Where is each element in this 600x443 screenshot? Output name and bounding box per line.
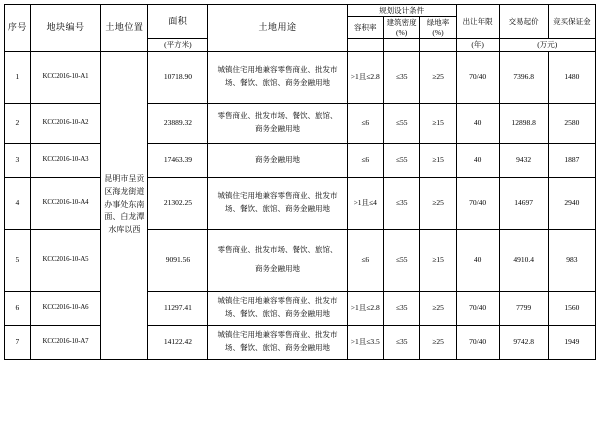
cell-area: 21302.25 (148, 177, 208, 229)
cell-location: 昆明市呈贡区海龙街道办事处东南面、白龙潭水库以西 (101, 51, 148, 359)
header-deposit-label: 竞买保证金 (553, 16, 591, 26)
cell-green: ≥25 (420, 51, 456, 103)
cell-term: 70/40 (456, 325, 499, 359)
header-term-label: 出让年限 (462, 16, 493, 26)
header-far-label: 容积率 (354, 23, 377, 33)
header-seq (5, 5, 31, 52)
cell-deposit: 2940 (548, 177, 595, 229)
table-row (5, 177, 596, 229)
cell-use-line: 商务金融用地 (254, 124, 300, 133)
cell-term: 40 (456, 103, 499, 143)
cell-code: KCC2016-10-A1 (30, 51, 101, 103)
cell-code: KCC2016-10-A2 (30, 103, 101, 143)
header-green (420, 17, 456, 39)
cell-term: 40 (456, 143, 499, 177)
cell-area: 10718.90 (148, 51, 208, 103)
header-seq-label: 序号 (7, 22, 27, 33)
cell-coverage: ≤35 (383, 325, 419, 359)
header-term (456, 5, 499, 39)
cell-deposit: 1887 (548, 143, 595, 177)
table-body (5, 51, 596, 359)
header-money-unit-cell (499, 39, 595, 51)
table-row (5, 229, 596, 291)
header-area (148, 5, 208, 39)
cell-use (208, 291, 347, 325)
cell-use-line: 场、餐饮、旅馆、商务金融用地 (224, 309, 330, 318)
cell-price: 4910.4 (499, 229, 548, 291)
cell-far: ≤6 (347, 103, 383, 143)
cell-use-line: 城镇住宅用地兼容零售商业、批发市 (217, 330, 338, 340)
table-row (5, 325, 596, 359)
header-money-unit: (万元) (537, 40, 558, 50)
cell-term: 70/40 (456, 291, 499, 325)
table-row (5, 51, 596, 103)
header-coverage-unit: (%) (396, 27, 408, 37)
table-row (5, 143, 596, 177)
cell-use-line: 零售商业、批发市场、餐饮、旅馆、 (217, 245, 338, 255)
cell-use-line: 商务金融用地 (254, 264, 300, 273)
cell-far: >1且≤2.8 (347, 51, 383, 103)
header-area-unit: (平方米) (164, 40, 192, 50)
cell-price: 14697 (499, 177, 548, 229)
header-planning-label: 规划设计条件 (379, 6, 425, 15)
cell-area: 9091.56 (148, 229, 208, 291)
header-green-unit-cell (420, 39, 456, 51)
cell-term: 70/40 (456, 51, 499, 103)
cell-use-line: 场、餐饮、旅馆、商务金融用地 (224, 78, 330, 87)
cell-deposit: 1480 (548, 51, 595, 103)
cell-use-line: 场、餐饮、旅馆、商务金融用地 (224, 204, 330, 213)
header-code-label: 地块编号 (46, 22, 85, 33)
header-use-label: 土地用途 (258, 22, 297, 33)
header-green-label: 绿地率 (426, 18, 450, 28)
cell-far: ≤6 (347, 143, 383, 177)
cell-use (208, 103, 347, 143)
cell-term: 70/40 (456, 177, 499, 229)
cell-green: ≥15 (420, 103, 456, 143)
cell-green: ≥25 (420, 291, 456, 325)
header-green-unit: (%) (432, 27, 444, 37)
cell-price: 7396.8 (499, 51, 548, 103)
header-term-unit: (年) (471, 40, 484, 50)
header-area-label: 面积 (168, 15, 188, 26)
cell-use (208, 229, 347, 291)
cell-seq: 7 (5, 325, 31, 359)
cell-seq: 6 (5, 291, 31, 325)
header-area-unit-cell (148, 39, 208, 51)
cell-code: KCC2016-10-A4 (30, 177, 101, 229)
cell-green: ≥25 (420, 325, 456, 359)
cell-deposit: 1560 (548, 291, 595, 325)
header-code (30, 5, 101, 52)
header-price (499, 5, 548, 39)
cell-price: 7799 (499, 291, 548, 325)
cell-use (208, 143, 347, 177)
table-row (5, 103, 596, 143)
cell-coverage: ≤55 (383, 229, 419, 291)
header-far-unit-cell (347, 39, 383, 51)
table-row (5, 291, 596, 325)
cell-use-line: 城镇住宅用地兼容零售商业、批发市 (217, 191, 338, 201)
cell-far: ≤6 (347, 229, 383, 291)
cell-far: >1且≤2.8 (347, 291, 383, 325)
cell-code: KCC2016-10-A3 (30, 143, 101, 177)
cell-seq: 5 (5, 229, 31, 291)
table-header (5, 5, 596, 52)
cell-far: >1且≤3.5 (347, 325, 383, 359)
cell-deposit: 983 (548, 229, 595, 291)
cell-deposit: 2580 (548, 103, 595, 143)
cell-far: >1且≤4 (347, 177, 383, 229)
cell-coverage: ≤35 (383, 177, 419, 229)
header-deposit (548, 5, 595, 39)
cell-code: KCC2016-10-A5 (30, 229, 101, 291)
cell-green: ≥25 (420, 177, 456, 229)
cell-coverage: ≤35 (383, 51, 419, 103)
header-use (208, 5, 347, 52)
cell-area: 23889.32 (148, 103, 208, 143)
cell-use (208, 51, 347, 103)
cell-use-line: 场、餐饮、旅馆、商务金融用地 (224, 343, 330, 352)
cell-use (208, 325, 347, 359)
cell-code: KCC2016-10-A6 (30, 291, 101, 325)
cell-use-line: 零售商业、批发市场、餐饮、旅馆、 (217, 111, 338, 121)
header-far (347, 17, 383, 39)
cell-area: 14122.42 (148, 325, 208, 359)
cell-seq: 4 (5, 177, 31, 229)
cell-area: 11297.41 (148, 291, 208, 325)
cell-area: 17463.39 (148, 143, 208, 177)
cell-seq: 3 (5, 143, 31, 177)
header-location (101, 5, 148, 52)
cell-seq: 1 (5, 51, 31, 103)
cell-green: ≥15 (420, 143, 456, 177)
header-row-1 (5, 5, 596, 17)
cell-coverage: ≤55 (383, 143, 419, 177)
cell-use-line: 商务金融用地 (254, 154, 300, 164)
cell-use-line: 城镇住宅用地兼容零售商业、批发市 (217, 296, 338, 306)
cell-price: 9432 (499, 143, 548, 177)
cell-deposit: 1949 (548, 325, 595, 359)
cell-code: KCC2016-10-A7 (30, 325, 101, 359)
cell-term: 40 (456, 229, 499, 291)
cell-price: 12898.8 (499, 103, 548, 143)
header-coverage-label: 建筑密度 (386, 18, 417, 28)
header-coverage (383, 17, 419, 39)
land-parcel-table (4, 4, 596, 360)
cell-coverage: ≤35 (383, 291, 419, 325)
cell-green: ≥15 (420, 229, 456, 291)
header-term-unit-cell (456, 39, 499, 51)
header-planning (347, 5, 456, 17)
cell-price: 9742.8 (499, 325, 548, 359)
header-location-label: 土地位置 (105, 22, 144, 33)
cell-coverage: ≤55 (383, 103, 419, 143)
cell-use-line: 城镇住宅用地兼容零售商业、批发市 (217, 65, 338, 75)
cell-seq: 2 (5, 103, 31, 143)
header-coverage-unit-cell (383, 39, 419, 51)
header-price-label: 交易起价 (508, 16, 539, 26)
cell-use (208, 177, 347, 229)
